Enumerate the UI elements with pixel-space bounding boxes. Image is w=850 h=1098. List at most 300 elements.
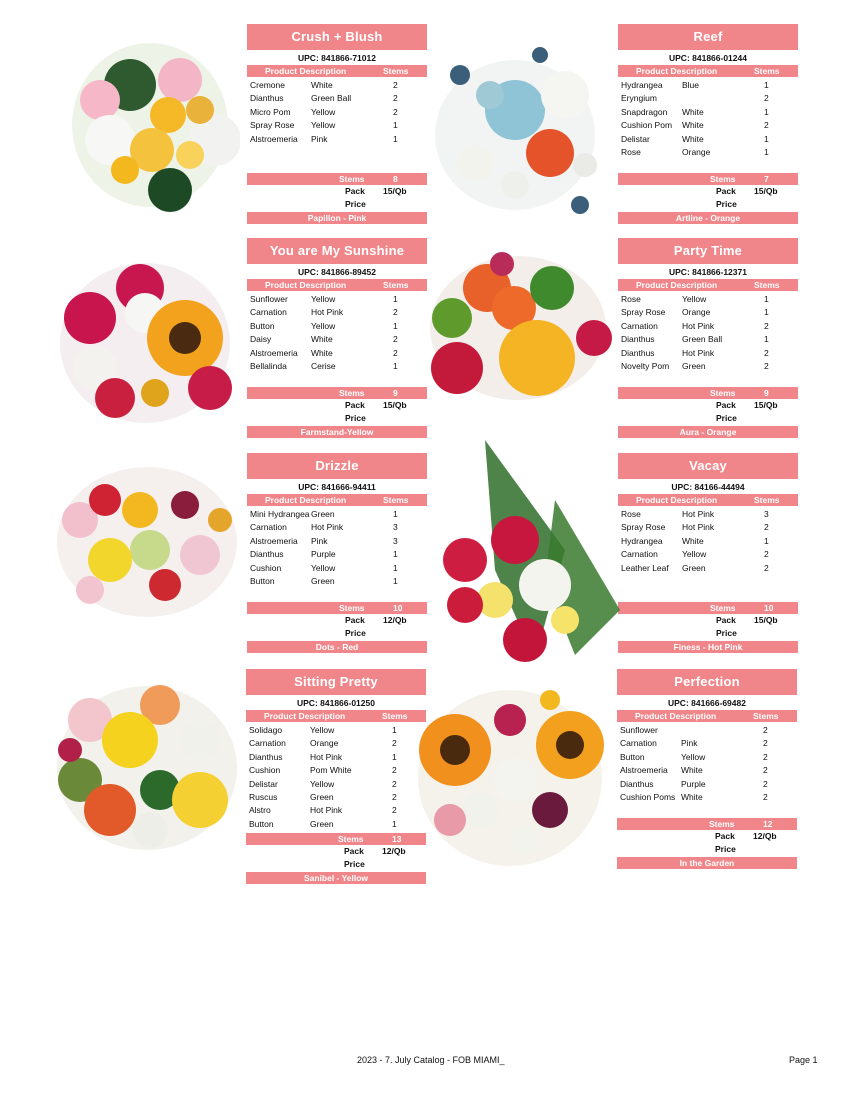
stems-total-bar — [246, 833, 426, 845]
table-row — [247, 347, 427, 360]
header-product-description: Product Description — [636, 66, 718, 76]
flower-name: Cushion — [250, 562, 282, 573]
sleeve-name: Papillon - Pink — [247, 212, 427, 224]
pack-value: 12/Qb — [382, 846, 406, 857]
flower-color: Blue — [682, 80, 700, 90]
flower-name: Leather Leaf — [621, 562, 669, 573]
flower-color: Purple — [681, 778, 706, 789]
flower-color: Hot Pink — [310, 805, 343, 816]
stems-label: Stems — [709, 819, 735, 829]
pack-label: Pack — [344, 846, 364, 857]
flower-color: White — [681, 791, 703, 802]
stem-count: 2 — [393, 106, 398, 117]
stem-count: 2 — [392, 791, 397, 802]
product-card — [247, 24, 427, 224]
pack-label: Pack — [345, 400, 365, 410]
header-product-description: Product Description — [635, 711, 717, 721]
upc-code: UPC: 841866-01244 — [669, 53, 747, 63]
price-row — [247, 198, 427, 211]
pack-row — [618, 399, 798, 412]
product-card — [618, 238, 798, 438]
stems-total-bar — [618, 387, 798, 399]
table-row — [618, 508, 798, 521]
price-label: Price — [715, 844, 736, 854]
flower-name: Sunflower — [620, 725, 658, 735]
stem-count: 1 — [764, 106, 769, 117]
stem-count: 2 — [393, 80, 398, 90]
stem-count: 1 — [393, 575, 398, 586]
stem-count: 3 — [764, 509, 769, 519]
flower-color: Orange — [682, 307, 711, 318]
flower-color: Yellow — [681, 751, 706, 762]
product-card — [246, 669, 426, 884]
upc-code: UPC: 841666-69482 — [668, 698, 746, 708]
flower-color: Green — [311, 575, 335, 586]
price-label: Price — [345, 628, 366, 638]
flower-color: Orange — [310, 738, 339, 749]
product-card — [617, 669, 797, 869]
stem-count: 2 — [763, 751, 768, 762]
flower-name: Dianthus — [621, 347, 655, 358]
sleeve-name: In the Garden — [617, 857, 797, 869]
table-row — [618, 360, 798, 373]
flower-name: Ruscus — [249, 791, 278, 802]
table-row — [618, 146, 798, 159]
flower-name: Button — [620, 751, 645, 762]
pack-row — [247, 399, 427, 412]
table-row — [618, 92, 798, 105]
product-card — [618, 453, 798, 653]
upc-code: UPC: 841866-89452 — [298, 267, 376, 277]
product-title: Sitting Pretty — [246, 669, 426, 695]
table-row — [247, 548, 427, 561]
pack-value: 15/Qb — [754, 186, 778, 196]
table-row — [247, 306, 427, 319]
stems-label: Stems — [338, 834, 364, 845]
price-label: Price — [345, 413, 366, 423]
flower-color: Hot Pink — [310, 751, 343, 762]
stems-label: Stems — [339, 174, 365, 184]
flower-name: Spray Rose — [621, 307, 666, 318]
flower-name: Micro Pom — [250, 106, 291, 117]
bouquet-image-you-are-my-sunshine — [50, 258, 240, 428]
price-row — [618, 198, 798, 211]
flower-color: Hot Pink — [682, 347, 715, 358]
flower-name: Eryngium — [621, 93, 657, 104]
bouquet-image-sitting-pretty — [50, 680, 245, 855]
stem-count: 2 — [393, 307, 398, 318]
product-title: Drizzle — [247, 453, 427, 479]
flower-name: Rose — [621, 294, 641, 304]
stems-total: 9 — [393, 388, 398, 398]
flower-name: Cushion Pom — [621, 120, 673, 131]
stem-count: 3 — [393, 535, 398, 546]
table-row — [246, 751, 426, 764]
table-row — [247, 508, 427, 521]
stem-count: 1 — [393, 360, 398, 371]
sleeve-name: Artline - Orange — [618, 212, 798, 224]
stems-total: 12 — [763, 819, 773, 829]
stem-count: 2 — [764, 562, 769, 573]
table-row — [618, 548, 798, 561]
price-row — [617, 843, 797, 856]
header-stems: Stems — [383, 495, 409, 505]
flower-name: Carnation — [620, 738, 657, 749]
table-row — [617, 737, 797, 750]
sleeve-name: Farmstand-Yellow — [247, 426, 427, 438]
flower-color: White — [682, 120, 704, 131]
stem-count: 2 — [764, 347, 769, 358]
flower-color: Green — [310, 818, 334, 829]
flower-name: Dianthus — [620, 778, 654, 789]
stem-count: 1 — [392, 751, 397, 762]
stem-count: 1 — [393, 120, 398, 131]
flower-name: Spray Rose — [250, 120, 295, 131]
pack-label: Pack — [716, 615, 736, 625]
product-table — [247, 506, 427, 602]
price-row — [618, 412, 798, 425]
pack-label: Pack — [345, 615, 365, 625]
stem-count: 2 — [393, 93, 398, 104]
stem-count: 2 — [392, 738, 397, 749]
flower-name: Dianthus — [250, 549, 284, 560]
bouquet-image-vacay — [425, 440, 625, 665]
flower-name: Hydrangea — [621, 535, 663, 546]
flower-name: Bellalinda — [250, 360, 287, 371]
product-table — [618, 77, 798, 173]
stem-count: 1 — [764, 146, 769, 157]
flower-name: Solidago — [249, 725, 283, 735]
stem-count: 1 — [764, 80, 769, 90]
table-row — [618, 79, 798, 92]
table-row — [247, 79, 427, 92]
stems-label: Stems — [710, 388, 736, 398]
table-row — [246, 778, 426, 791]
flower-color: White — [311, 334, 333, 345]
flower-name: Cushion — [249, 765, 281, 776]
product-table — [247, 291, 427, 387]
stem-count: 1 — [393, 509, 398, 519]
stem-count: 1 — [764, 535, 769, 546]
bouquet-image-party-time — [422, 248, 614, 403]
pack-value: 15/Qb — [383, 186, 407, 196]
flower-name: Novelty Pom — [621, 360, 670, 371]
header-stems: Stems — [382, 711, 408, 721]
stems-total: 10 — [393, 603, 403, 613]
flower-color: Yellow — [311, 106, 336, 117]
flower-color: Yellow — [311, 294, 336, 304]
price-label: Price — [716, 413, 737, 423]
flower-color: White — [681, 765, 703, 776]
table-header — [617, 710, 797, 722]
table-row — [246, 764, 426, 777]
price-row — [618, 627, 798, 640]
flower-color: Pink — [681, 738, 698, 749]
stems-total-bar — [247, 173, 427, 185]
table-row — [247, 106, 427, 119]
product-table — [246, 722, 426, 833]
flower-color: Hot Pink — [682, 320, 715, 331]
table-row — [247, 320, 427, 333]
price-label: Price — [345, 199, 366, 209]
table-row — [618, 562, 798, 575]
flower-color: Green — [310, 791, 334, 802]
stem-count: 2 — [764, 120, 769, 131]
header-product-description: Product Description — [264, 711, 346, 721]
table-header — [246, 710, 426, 722]
catalog-footer: 2023 - 7. July Catalog - FOB MIAMI_ — [357, 1055, 505, 1065]
flower-color: Green Ball — [311, 93, 352, 104]
flower-name: Button — [250, 575, 275, 586]
header-product-description: Product Description — [636, 495, 718, 505]
stem-count: 2 — [393, 347, 398, 358]
flower-name: Rose — [621, 509, 641, 519]
header-stems: Stems — [753, 711, 779, 721]
flower-name: Carnation — [621, 549, 658, 560]
stems-total: 13 — [392, 834, 402, 845]
flower-color: Cerise — [311, 360, 336, 371]
flower-color: Yellow — [311, 562, 336, 573]
stem-count: 2 — [764, 93, 769, 104]
flower-name: Alstroemeria — [620, 765, 668, 776]
header-product-description: Product Description — [265, 495, 347, 505]
table-row — [618, 333, 798, 346]
flower-name: Hydrangea — [621, 80, 663, 90]
stem-count: 2 — [392, 778, 397, 789]
flower-color: White — [311, 80, 333, 90]
table-header — [247, 279, 427, 291]
flower-name: Delistar — [621, 133, 650, 144]
stem-count: 1 — [393, 320, 398, 331]
table-row — [617, 751, 797, 764]
table-header — [618, 65, 798, 77]
product-title: Perfection — [617, 669, 797, 695]
stems-total: 9 — [764, 388, 769, 398]
stem-count: 3 — [393, 522, 398, 533]
price-row — [247, 412, 427, 425]
flower-color: Hot Pink — [311, 522, 344, 533]
table-row — [246, 804, 426, 817]
page-number: Page 1 — [789, 1055, 818, 1065]
stem-count: 1 — [393, 549, 398, 560]
upc-code: UPC: 841666-94411 — [298, 482, 376, 492]
table-row — [247, 333, 427, 346]
stem-count: 2 — [763, 791, 768, 802]
stems-label: Stems — [710, 603, 736, 613]
table-header — [247, 65, 427, 77]
flower-color: Yellow — [311, 120, 336, 131]
header-stems: Stems — [754, 495, 780, 505]
flower-color: Green — [311, 509, 335, 519]
stem-count: 2 — [392, 805, 397, 816]
pack-label: Pack — [716, 186, 736, 196]
upc-code: UPC: 841866-12371 — [669, 267, 747, 277]
product-title: Reef — [618, 24, 798, 50]
stem-count: 1 — [764, 307, 769, 318]
table-row — [247, 360, 427, 373]
header-stems: Stems — [754, 66, 780, 76]
bouquet-image-reef — [420, 35, 610, 220]
flower-color: Green Ball — [682, 334, 723, 345]
table-row — [617, 724, 797, 737]
stem-count: 2 — [764, 549, 769, 560]
flower-name: Cremone — [250, 80, 285, 90]
flower-name: Button — [250, 320, 275, 331]
stems-label: Stems — [339, 603, 365, 613]
flower-name: Alstro — [249, 805, 271, 816]
pack-value: 12/Qb — [383, 615, 407, 625]
pack-value: 15/Qb — [754, 400, 778, 410]
table-header — [618, 279, 798, 291]
product-table — [618, 291, 798, 387]
price-label: Price — [344, 859, 365, 870]
flower-color: Hot Pink — [682, 509, 715, 519]
stem-count: 2 — [393, 334, 398, 345]
table-row — [618, 521, 798, 534]
flower-color: Yellow — [682, 549, 707, 560]
stem-count: 1 — [393, 133, 398, 144]
flower-name: Alstroemeria — [250, 133, 298, 144]
stems-total: 7 — [764, 174, 769, 184]
table-row — [617, 778, 797, 791]
price-label: Price — [716, 628, 737, 638]
flower-color: White — [682, 106, 704, 117]
stem-count: 1 — [764, 334, 769, 345]
table-row — [617, 791, 797, 804]
sleeve-name: Aura - Orange — [618, 426, 798, 438]
pack-row — [246, 845, 426, 858]
flower-color: Orange — [682, 146, 711, 157]
sleeve-name: Finess - Hot Pink — [618, 641, 798, 653]
stem-count: 1 — [764, 294, 769, 304]
stem-count: 2 — [764, 320, 769, 331]
sleeve-name: Sanibel - Yellow — [246, 872, 426, 884]
flower-name: Alstroemeria — [250, 347, 298, 358]
pack-value: 15/Qb — [754, 615, 778, 625]
table-row — [618, 106, 798, 119]
stems-total: 10 — [764, 603, 774, 613]
stem-count: 2 — [764, 360, 769, 371]
stems-total-bar — [247, 602, 427, 614]
flower-name: Cushion Poms — [620, 791, 676, 802]
flower-color: Hot Pink — [311, 307, 344, 318]
flower-name: Daisy — [250, 334, 272, 345]
table-row — [246, 737, 426, 750]
flower-color: Green — [682, 562, 706, 573]
table-row — [618, 320, 798, 333]
table-row — [246, 818, 426, 831]
stem-count: 1 — [764, 133, 769, 144]
flower-color: Yellow — [682, 294, 707, 304]
flower-name: Carnation — [250, 522, 287, 533]
stems-label: Stems — [339, 388, 365, 398]
table-header — [618, 494, 798, 506]
flower-color: Hot Pink — [682, 522, 715, 533]
product-title: Party Time — [618, 238, 798, 264]
table-header — [247, 494, 427, 506]
flower-name: Carnation — [249, 738, 286, 749]
pack-label: Pack — [715, 831, 735, 841]
flower-name: Alstroemeria — [250, 535, 298, 546]
stem-count: 2 — [764, 522, 769, 533]
flower-name: Dianthus — [249, 751, 283, 762]
table-row — [247, 119, 427, 132]
pack-row — [618, 614, 798, 627]
stem-count: 1 — [392, 818, 397, 829]
header-stems: Stems — [754, 280, 780, 290]
stem-count: 1 — [393, 562, 398, 573]
flower-color: Pink — [311, 535, 328, 546]
stem-count: 2 — [763, 738, 768, 749]
table-row — [617, 764, 797, 777]
table-row — [618, 133, 798, 146]
upc-code: UPC: 84166-44494 — [671, 482, 745, 492]
header-stems: Stems — [383, 66, 409, 76]
upc-code: UPC: 841866-71012 — [298, 53, 376, 63]
stem-count: 2 — [763, 778, 768, 789]
stem-count: 2 — [763, 725, 768, 735]
flower-color: White — [311, 347, 333, 358]
pack-label: Pack — [345, 186, 365, 196]
sleeve-name: Dots - Red — [247, 641, 427, 653]
bouquet-image-perfection — [410, 680, 610, 875]
pack-row — [617, 830, 797, 843]
table-row — [618, 347, 798, 360]
table-row — [247, 293, 427, 306]
flower-color: Purple — [311, 549, 336, 560]
header-product-description: Product Description — [265, 280, 347, 290]
stem-count: 2 — [763, 765, 768, 776]
table-row — [247, 562, 427, 575]
bouquet-image-drizzle — [50, 460, 245, 625]
price-label: Price — [716, 199, 737, 209]
flower-name: Sunflower — [250, 294, 288, 304]
stems-total-bar — [247, 387, 427, 399]
header-product-description: Product Description — [636, 280, 718, 290]
product-card — [247, 238, 427, 438]
stems-total-bar — [618, 602, 798, 614]
flower-color: Green — [682, 360, 706, 371]
product-title: Vacay — [618, 453, 798, 479]
header-product-description: Product Description — [265, 66, 347, 76]
table-row — [618, 119, 798, 132]
stems-total-bar — [617, 818, 797, 830]
product-table — [617, 722, 797, 818]
flower-name: Delistar — [249, 778, 278, 789]
table-row — [618, 293, 798, 306]
flower-color: Pom White — [310, 765, 352, 776]
upc-code: UPC: 841866-01250 — [297, 698, 375, 708]
pack-row — [247, 614, 427, 627]
table-row — [247, 92, 427, 105]
header-stems: Stems — [383, 280, 409, 290]
flower-name: Dianthus — [621, 334, 655, 345]
flower-name: Rose — [621, 146, 641, 157]
stem-count: 2 — [392, 765, 397, 776]
table-row — [618, 306, 798, 319]
product-title: You are My Sunshine — [247, 238, 427, 264]
pack-label: Pack — [716, 400, 736, 410]
price-row — [247, 627, 427, 640]
stem-count: 1 — [392, 725, 397, 735]
stems-total: 8 — [393, 174, 398, 184]
flower-name: Button — [249, 818, 274, 829]
product-table — [247, 77, 427, 173]
flower-name: Spray Rose — [621, 522, 666, 533]
table-row — [618, 535, 798, 548]
pack-row — [247, 185, 427, 198]
pack-row — [618, 185, 798, 198]
